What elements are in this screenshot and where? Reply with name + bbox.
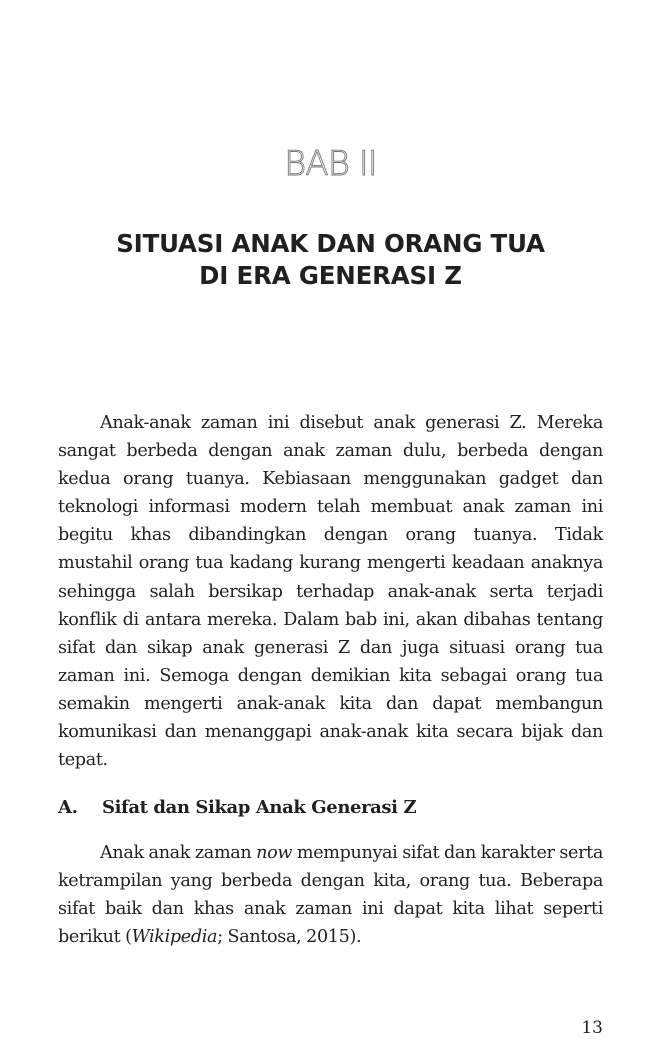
page-number: 13 xyxy=(581,1018,603,1038)
chapter-title-line1: SITUASI ANAK DAN ORANG TUA xyxy=(116,229,545,258)
chapter-title-line2: DI ERA GENERASI Z xyxy=(199,261,462,290)
italic-citation: Wikipedia xyxy=(131,927,218,948)
text-span: ; Santosa, 2015). xyxy=(217,927,362,948)
intro-paragraph: Anak-anak zaman ini disebut anak generasi Z. Mereka sangat berbeda dengan anak zaman dulu, berbeda dengan kedua orang tuanya. Kebiasaan menggunakan gadget dan teknologi informasi modern telah membuat anak zaman ini begitu khas dibandingkan dengan orang tuanya. Tidak mustahil orang tua kadang kurang mengerti keadaan anaknya sehingga salah bersikap terhadap anak-anak serta terjadi konflik di antara mereka. Dalam bab ini, akan dibahas tentang sifat dan sikap anak generasi Z dan juga situasi orang tua zaman ini. Semoga dengan demikian kita sebagai orang tua semakin mengerti anak-anak kita dan dapat membangun komunikasi dan menanggapi anak-anak kita secara bijak dan tepat. xyxy=(58,413,603,771)
section-title: Sifat dan Sikap Anak Generasi Z xyxy=(102,797,417,818)
section-number: A. xyxy=(58,797,78,818)
text-span: Anak anak zaman xyxy=(100,843,257,863)
chapter-title xyxy=(0,228,661,292)
chapter-label-text: BAB II xyxy=(284,144,377,184)
italic-term: now xyxy=(256,843,293,863)
section-paragraph xyxy=(58,839,603,951)
text-span: mempunyai sifat dan karakter serta ketrampilan yang berbeda dengan kita, orang tua. Beberapa sifat baik dan khas anak zaman ini dapat kita lihat seperti berikut ( xyxy=(58,843,603,948)
section-heading xyxy=(58,794,603,822)
chapter-label xyxy=(0,142,661,186)
